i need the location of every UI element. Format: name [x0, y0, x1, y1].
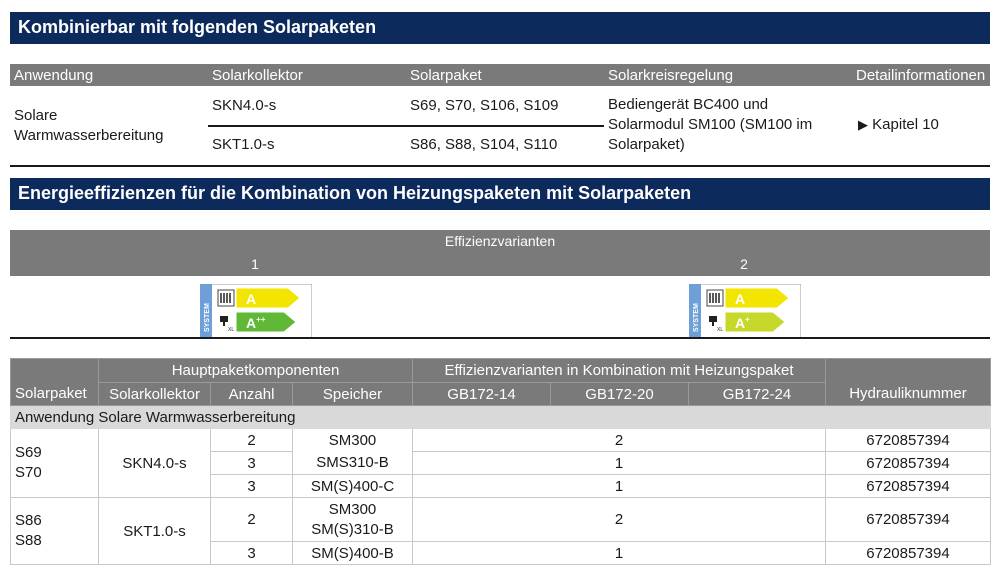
solarpaket-item: S69: [15, 444, 42, 461]
row1-pakete: S69, S70, S106, S109: [410, 97, 559, 114]
speicher-cell: SM(S)400-B: [293, 542, 413, 565]
regelung-line: Bediengerät BC400 und: [608, 96, 769, 113]
col-solarkollektor: Solarkollektor: [212, 66, 303, 84]
col-solarkreisregelung: Solarkreisregelung: [608, 66, 734, 84]
header-anzahl: Anzahl: [211, 383, 293, 406]
solarpaket-item: S88: [15, 532, 42, 549]
row-divider: [208, 125, 604, 127]
hydraulik-cell: 6720857394: [826, 429, 991, 452]
regelung-line: Solarpaket): [608, 136, 685, 153]
anzahl-cell: 3: [211, 452, 293, 475]
energy-label-variant-2: [689, 284, 799, 338]
effizienz-cell: 1: [413, 475, 826, 498]
label-class-bottom-letter: A: [246, 315, 257, 331]
header-effizienz-group: Effizienzvarianten in Kombination mit Heizungspaket: [413, 359, 826, 383]
table1-header: [10, 64, 990, 86]
anzahl-cell: 3: [211, 475, 293, 498]
speicher-cell: [293, 498, 413, 542]
effizienz-cell: 1: [413, 452, 826, 475]
energy-label-graphic: [200, 284, 312, 338]
row1-kollektor: SKN4.0-s: [212, 97, 277, 114]
energy-label-variant-1: [200, 284, 310, 338]
label-class-bottom-sup: +: [745, 315, 750, 324]
header-gb172-24: GB172-24: [689, 383, 826, 406]
speicher-item: SMS310-B: [316, 453, 389, 471]
hydraulik-cell: 6720857394: [826, 452, 991, 475]
effizienz-cell: 1: [413, 542, 826, 565]
section-divider: [10, 208, 990, 210]
regelung-cell: [608, 95, 812, 155]
speicher-cell: SM(S)400-C: [293, 475, 413, 498]
label-tap-text: XL: [228, 327, 235, 333]
regelung-line: Solarmodul SM100 (SM100 im: [608, 116, 813, 133]
anwendung-cell: [14, 106, 164, 146]
hydraulik-cell: 6720857394: [826, 475, 991, 498]
label-class-bottom-letter: A: [735, 315, 746, 331]
combination-table: [10, 358, 991, 565]
speicher-cell: [293, 429, 413, 475]
row2-kollektor: SKT1.0-s: [212, 136, 275, 153]
section-title-solarpakete: [10, 12, 990, 42]
header-hydraulik: Hydrauliknummer: [826, 359, 991, 406]
header-kollektor: Solarkollektor: [99, 383, 211, 406]
anzahl-cell: 2: [211, 429, 293, 452]
header-gb172-20: GB172-20: [551, 383, 689, 406]
col-solarpaket: Solarpaket: [410, 66, 482, 84]
variant-2-number: 2: [740, 256, 748, 272]
anwendung-line: Solare: [14, 107, 58, 124]
detail-link[interactable]: [858, 115, 939, 135]
detail-link-text: Kapitel 10: [872, 116, 939, 133]
anzahl-cell: 2: [211, 498, 293, 542]
label-tap-text: XL: [717, 327, 724, 333]
group2-solarpaket: [11, 498, 99, 565]
header-speicher: Speicher: [293, 383, 413, 406]
group1-solarpaket: [11, 429, 99, 498]
anzahl-cell: 3: [211, 542, 293, 565]
header-solarpaket: Solarpaket: [11, 359, 99, 406]
label-class-top: A: [735, 291, 746, 307]
label-side-text: SYSTEM: [693, 303, 700, 332]
efficiency-bottom-rule: [10, 337, 990, 339]
label-side-text: SYSTEM: [204, 303, 211, 332]
variant-1-number: 1: [251, 256, 259, 272]
efficiency-heading: Effizienzvarianten: [444, 233, 556, 249]
anwendung-line: Warmwasserbereitung: [14, 127, 164, 144]
section-title-text: Energieeffizienzen für die Kombination von Heizungspaketen mit Solarpaketen: [18, 182, 692, 203]
efficiency-header: [10, 230, 990, 276]
header-hauptpaket: Hauptpaketkomponenten: [99, 359, 413, 383]
group1-kollektor: SKN4.0-s: [99, 429, 211, 498]
section-title-text: Kombinierbar mit folgenden Solarpaketen: [18, 16, 377, 37]
hydraulik-cell: 6720857394: [826, 498, 991, 542]
speicher-item: SM300: [328, 431, 377, 449]
energy-label-graphic: [689, 284, 801, 338]
label-class-top: A: [246, 291, 257, 307]
col-anwendung: Anwendung: [14, 66, 94, 84]
section-row: Anwendung Solare Warmwasserbereitung: [11, 406, 991, 429]
speicher-item: SM(S)310-B: [311, 520, 394, 538]
table1-body: [10, 86, 990, 166]
row2-pakete: S86, S88, S104, S110: [410, 136, 558, 153]
col-detailinformationen: Detailinformationen: [856, 66, 986, 84]
label-class-bottom-sup: ++: [256, 315, 266, 324]
section-title-energieeffizienz: [10, 178, 990, 208]
table1-bottom-rule: [10, 165, 990, 167]
effizienz-cell: 2: [413, 429, 826, 452]
hydraulik-cell: 6720857394: [826, 542, 991, 565]
header-gb172-14: GB172-14: [413, 383, 551, 406]
group2-kollektor: SKT1.0-s: [99, 498, 211, 565]
solarpaket-item: S86: [15, 512, 42, 529]
section-divider: [10, 42, 990, 44]
solarpaket-item: S70: [15, 464, 42, 481]
effizienz-cell: 2: [413, 498, 826, 542]
speicher-item: SM300: [328, 500, 377, 518]
play-triangle-icon: ▶: [858, 117, 868, 132]
